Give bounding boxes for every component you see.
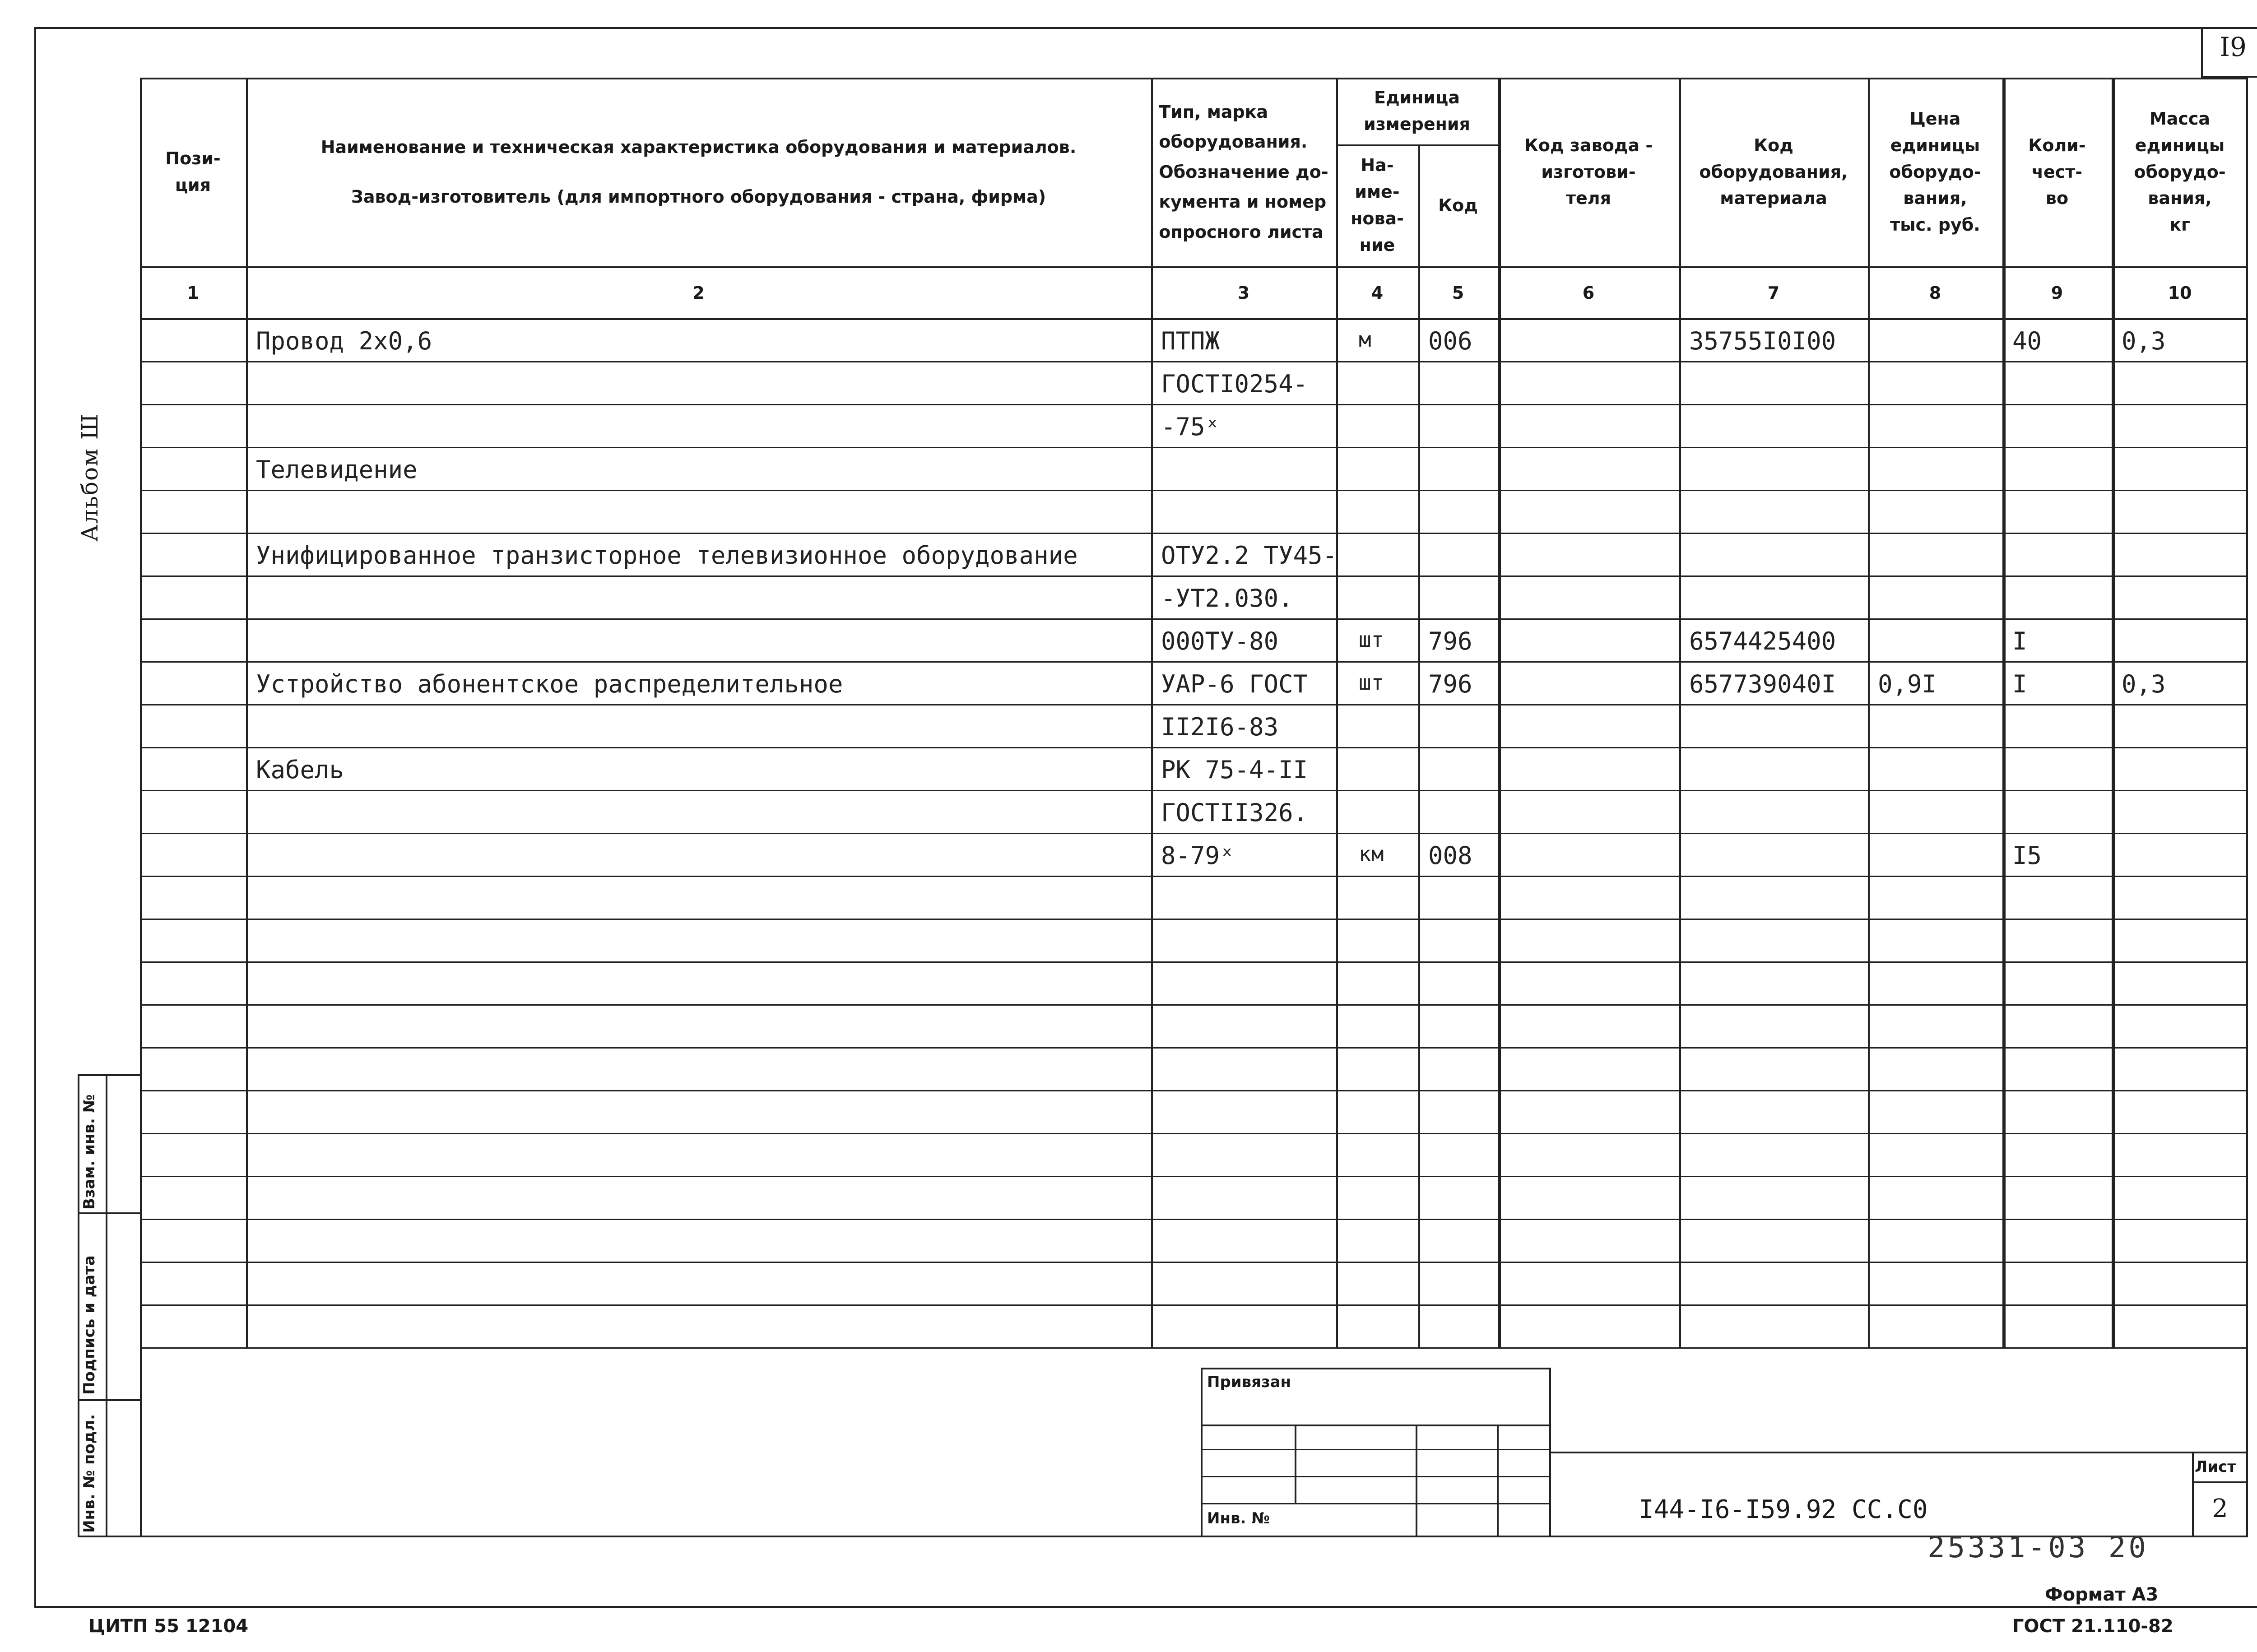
- quantity-cell: I: [2012, 627, 2027, 655]
- quantity-cell: I: [2012, 670, 2027, 698]
- table-row: [140, 447, 2248, 490]
- column-number-6: 6: [1582, 283, 1595, 303]
- column-number-4: 4: [1371, 283, 1384, 303]
- column-number-1: 1: [187, 283, 199, 303]
- footer-left-code: ЦИТП 55 12104: [88, 1616, 249, 1637]
- type-designation-cell: 8-79ˣ: [1161, 841, 1235, 870]
- header-factory-code: Код завода - изготови- теля: [1524, 135, 1653, 209]
- item-name-cell: Кабель: [256, 756, 344, 784]
- item-name-cell: Унифицированное транзисторное телевизионное оборудование: [256, 541, 1078, 570]
- type-designation-cell: ГОСТII326.: [1161, 798, 1308, 827]
- table-row: [140, 1090, 2248, 1133]
- table-row: [140, 790, 2248, 833]
- table-row: [140, 919, 2248, 961]
- header-name-characteristic: Наименование и техническая характеристика оборудования и материалов. Завод-изготовитель (для импортного оборудования - страна, фирма): [320, 137, 1077, 207]
- document-code: I44-I6-I59.92 СС.С0: [1639, 1495, 1928, 1524]
- unit-price-cell: 0,9I: [1878, 670, 1937, 698]
- privyazan-label: Привязан: [1207, 1373, 1291, 1391]
- type-designation-cell: II2I6-83: [1161, 713, 1279, 741]
- format-label: Формат А3: [2045, 1584, 2159, 1605]
- column-number-10: 10: [2168, 283, 2192, 303]
- sheet-label: Лист: [2195, 1458, 2236, 1476]
- quantity-cell: 40: [2012, 327, 2042, 355]
- table-row: [140, 361, 2248, 404]
- unit-mass-cell: 0,3: [2122, 327, 2166, 355]
- table-row: [140, 1004, 2248, 1047]
- table-row: [140, 575, 2248, 618]
- table-row: [140, 704, 2248, 747]
- column-number-7: 7: [1767, 283, 1780, 303]
- unit-code-cell: 796: [1428, 670, 1472, 698]
- header-unit-price: Цена единицы оборудо- вания, тыс. руб.: [1889, 108, 1981, 235]
- table-row: [140, 618, 2248, 661]
- footer-right-standard: ГОСТ 21.110-82: [2012, 1616, 2173, 1637]
- side-stamp-replace-inv: Взам. инв. №: [80, 1094, 98, 1210]
- unit-code-cell: 008: [1428, 841, 1472, 870]
- item-name-cell: Устройство абонентское распределительное: [256, 670, 843, 698]
- table-row: [140, 1176, 2248, 1219]
- inv-number-label: Инв. №: [1207, 1509, 1270, 1527]
- column-number-2: 2: [692, 283, 705, 303]
- column-number-5: 5: [1452, 283, 1464, 303]
- unit-name-cell: шт: [1359, 627, 1384, 652]
- type-designation-cell: -УТ2.030.: [1161, 584, 1293, 613]
- table-row: [140, 747, 2248, 790]
- table-row: [140, 1133, 2248, 1176]
- unit-code-cell: 796: [1428, 627, 1472, 655]
- unit-mass-cell: 0,3: [2122, 670, 2166, 698]
- column-number-8: 8: [1929, 283, 1941, 303]
- table-row: [140, 961, 2248, 1004]
- header-equipment-code: Код оборудования, материала: [1699, 135, 1848, 209]
- header-unit-mass: Масса единицы оборудо- вания, кг: [2134, 108, 2226, 235]
- header-unit-group: Единица измерения: [1364, 88, 1470, 134]
- table-row: [140, 404, 2248, 447]
- table-row: [140, 1262, 2248, 1304]
- table-row: [140, 533, 2248, 575]
- sheet-number: 2: [2212, 1494, 2228, 1523]
- table-row: [140, 1304, 2248, 1347]
- unit-name-cell: км: [1359, 842, 1384, 866]
- corner-sheet-number: I9: [2220, 32, 2247, 62]
- equipment-code-cell: 6574425400: [1689, 627, 1836, 655]
- unit-code-cell: 006: [1428, 327, 1472, 355]
- equipment-code-cell: 657739040I: [1689, 670, 1836, 698]
- type-designation-cell: УАР-6 ГОСТ: [1161, 670, 1308, 698]
- item-name-cell: Провод 2х0,6: [256, 327, 432, 355]
- type-designation-cell: ГОСТI0254-: [1161, 370, 1308, 398]
- table-row: [140, 490, 2248, 533]
- table-row: [140, 876, 2248, 919]
- column-number-9: 9: [2051, 283, 2063, 303]
- type-designation-cell: -75ˣ: [1161, 413, 1220, 441]
- header-quantity: Коли- чест- во: [2028, 135, 2086, 209]
- table-row: [140, 318, 2248, 361]
- table-row: [140, 661, 2248, 704]
- handwritten-archive-number: 25331-03 20: [1927, 1531, 2149, 1564]
- side-stamp-original-inv: Инв. № подл.: [80, 1414, 98, 1533]
- table-row: [140, 833, 2248, 876]
- header-unit-code: Код: [1438, 195, 1478, 215]
- quantity-cell: I5: [2012, 841, 2042, 870]
- header-unit-name: На- име- нова- ние: [1351, 155, 1404, 255]
- album-label: Альбом Ш: [77, 413, 103, 542]
- type-designation-cell: РК 75-4-II: [1161, 756, 1308, 784]
- item-name-cell: Телевидение: [256, 455, 418, 484]
- type-designation-cell: ПТПЖ: [1161, 327, 1220, 355]
- equipment-code-cell: 35755I0I00: [1689, 327, 1836, 355]
- table-row: [140, 1047, 2248, 1090]
- unit-name-cell: м: [1359, 327, 1371, 352]
- header-type-designation: Тип, марка оборудования. Обозначение до- кумента и номер опросного листа: [1159, 102, 1328, 242]
- table-row: [140, 1219, 2248, 1262]
- unit-name-cell: шт: [1359, 670, 1384, 695]
- column-number-3: 3: [1237, 283, 1250, 303]
- header-position: Пози- ция: [165, 148, 221, 195]
- type-designation-cell: ОТУ2.2 ТУ45-: [1161, 541, 1337, 570]
- side-stamp-signature-date: Подпись и дата: [80, 1255, 98, 1395]
- type-designation-cell: 000ТУ-80: [1161, 627, 1279, 655]
